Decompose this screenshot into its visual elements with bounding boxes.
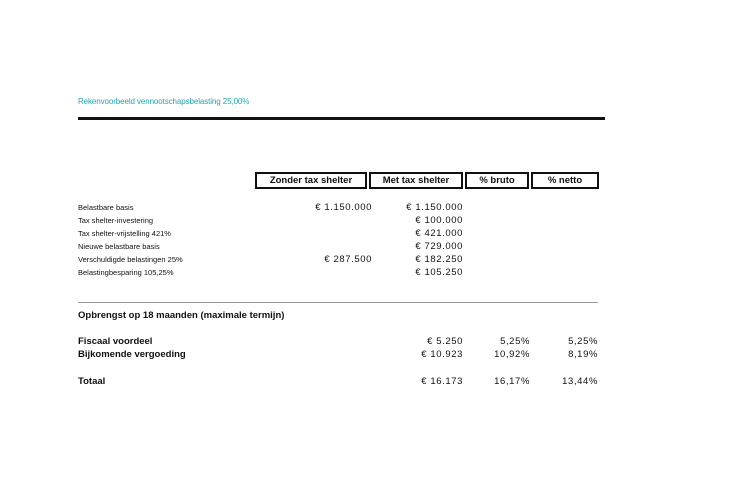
result-row-netto: 8,19% <box>568 349 598 360</box>
basis-row-zonder: € 1.150.000 <box>315 202 372 213</box>
total-label: Totaal <box>78 376 106 387</box>
result-row-bruto: 10,92% <box>494 349 530 360</box>
result-row-bruto: 5,25% <box>500 336 530 347</box>
basis-row-met: € 100.000 <box>415 215 463 226</box>
basis-row-label: Verschuldigde belastingen 25% <box>78 255 183 264</box>
basis-row-met: € 421.000 <box>415 228 463 239</box>
basis-row-met: € 105.250 <box>415 267 463 278</box>
result-row-label: Fiscaal voordeel <box>78 336 153 347</box>
section-divider <box>78 302 598 303</box>
header-zonder-tax-shelter: Zonder tax shelter <box>255 172 367 189</box>
total-met: € 16.173 <box>421 376 463 387</box>
basis-row-met: € 182.250 <box>415 254 463 265</box>
basis-row-met: € 1.150.000 <box>406 202 463 213</box>
header-pct-netto: % netto <box>531 172 599 189</box>
total-bruto: 16,17% <box>494 376 530 387</box>
result-row-met: € 5.250 <box>427 336 463 347</box>
result-row-netto: 5,25% <box>568 336 598 347</box>
result-row-met: € 10.923 <box>421 349 463 360</box>
basis-row-label: Tax shelter-vrijstelling 421% <box>78 229 171 238</box>
section-title: Opbrengst op 18 maanden (maximale termijn) <box>78 310 285 321</box>
basis-row-label: Tax shelter-investering <box>78 216 154 225</box>
result-row-label: Bijkomende vergoeding <box>78 349 186 360</box>
basis-row-zonder: € 287.500 <box>324 254 372 265</box>
basis-row-label: Belastingbesparing 105,25% <box>78 268 174 277</box>
header-pct-bruto: % bruto <box>465 172 529 189</box>
header-met-tax-shelter: Met tax shelter <box>369 172 463 189</box>
basis-row-met: € 729.000 <box>415 241 463 252</box>
basis-row-label: Nieuwe belastbare basis <box>78 242 160 251</box>
title-divider <box>78 117 605 120</box>
page-title: Rekenvoorbeeld vennootschapsbelasting 25,00% <box>78 97 250 106</box>
total-netto: 13,44% <box>562 376 598 387</box>
basis-row-label: Belastbare basis <box>78 203 134 212</box>
